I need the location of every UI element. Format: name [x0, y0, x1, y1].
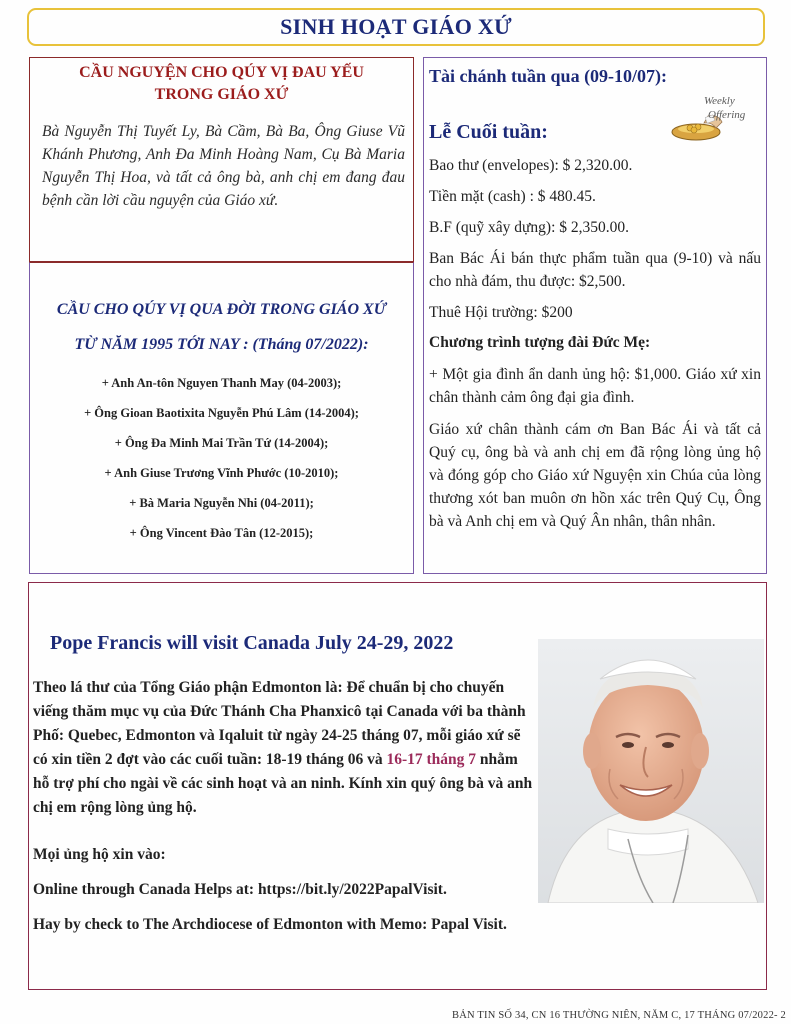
sick-title-line1: CẦU NGUYỆN CHO QÚY VỊ ĐAU YẾU [79, 64, 364, 81]
sick-title-line2: TRONG GIÁO XỨ [154, 86, 289, 103]
charity-line: Ban Bác Ái bán thực phẩm tuần qua (9-10) và nấu cho nhà đám, thu được: $2,500. [429, 250, 761, 290]
pope-body-text: Theo lá thư của Tổng Giáo phận Edmonton là: Để chuẩn bị cho chuyến viếng thăm mục vụ của Đức Thánh Cha Phanxicô tại Canada với ba thành Phố: Quebec, Edmonton và Iqaluit từ ngày 24-25 tháng 07, mỗi giáo xứ sẽ có xin tiền 2 đợt vào các cuối tuần: 18-19 tháng 06 và [33, 679, 526, 768]
pope-photo [538, 639, 764, 903]
online-donation-link[interactable]: Online through Canada Helps at: https://bit.ly/2022PapalVisit. [33, 881, 447, 898]
list-item: + Anh Giuse Trương Vĩnh Phước (10-2010); [104, 466, 339, 480]
list-item: + Anh An-tôn Nguyen Thanh May (04-2003); [101, 376, 342, 390]
weekly-offering-icon [664, 92, 746, 148]
thanks-paragraph: Giáo xứ chân thành cám ơn Ban Bác Ái và tất cả Quý cụ, ông bà và anh chị em đã rộng lòng ủng hộ và đóng góp cho Giáo xứ Nguyện xin Chúa của lòng thương xót ban muôn ơn hồn xác trên Quý Cụ, Ông bà và Anh chị em và Quý Ân nhân, thân nhân. [429, 421, 761, 530]
page-header [27, 8, 765, 46]
svg-text:Offering: Offering [708, 109, 746, 121]
envelopes-line: Bao thư (envelopes): $ 2,320.00. [429, 157, 633, 174]
deceased-title: CẦU CHO QÚY VỊ QUA ĐỜI TRONG GIÁO XỨ [56, 301, 387, 318]
pope-visit-title: Pope Francis will visit Canada July 24-29, 2022 [50, 632, 454, 654]
list-item: + Bà Maria Nguyễn Nhi (04-2011); [129, 496, 314, 510]
cash-line: Tiền mặt (cash) : $ 480.45. [429, 188, 596, 205]
page-title: SINH HOẠT GIÁO XỨ [280, 14, 512, 39]
list-item: + Ông Vincent Đào Tân (12-2015); [129, 526, 314, 540]
hall-rental-line: Thuê Hội trường: $200 [429, 304, 573, 321]
cheque-donation-line: Hay by check to The Archdiocese of Edmonton with Memo: Papal Visit. [33, 916, 507, 933]
deceased-section [29, 262, 414, 574]
sick-prayer-title [30, 62, 413, 106]
sick-prayer-list: Bà Nguyễn Thị Tuyết Ly, Bà Cầm, Bà Ba, Ông Giuse Vũ Khánh Phương, Anh Đa Minh Hoàng Nam, Cụ Bà Maria Nguyễn Thị Hoa, và tất cả ông bà, anh chị em đang đau bệnh cần lời cầu nguyện của Giáo xứ. [42, 123, 405, 209]
sick-prayer-section [29, 57, 414, 262]
weekend-title: Lễ Cuối tuần: [429, 121, 548, 143]
statue-title: Chương trình tượng đài Đức Mẹ: [429, 334, 651, 351]
list-item: + Ông Đa Minh Mai Trần Tứ (14-2004); [114, 436, 329, 450]
footer-issue-info: BẢN TIN SỐ 34, CN 16 THƯỜNG NIÊN, NĂM C, 17 THÁNG 07/2022- 2 [452, 1010, 786, 1021]
svg-text:Weekly: Weekly [704, 95, 735, 107]
finance-title: Tài chánh tuần qua (09-10/07): [429, 66, 668, 86]
donate-intro: Mọi ủng hộ xin vào: [33, 846, 166, 863]
pope-body-highlight: 16-17 tháng 7 [386, 751, 477, 768]
pope-visit-body [33, 676, 533, 820]
deceased-subtitle: TỪ NĂM 1995 TỚI NAY : (Tháng 07/2022): [74, 336, 369, 353]
building-fund-line: B.F (quỹ xây dựng): $ 2,350.00. [429, 219, 629, 236]
deceased-list [30, 368, 413, 548]
pope-body-text-end: nhằm hỗ trợ phí cho ngài về các sinh hoạt và an ninh. Kính xin quý ông bà và anh chị em rộng lòng ủng hộ. [33, 751, 533, 816]
statue-donation: + Một gia đình ẩn danh ủng hộ: $1,000. Giáo xứ xin chân thành cảm ông đại gia đình. [429, 366, 761, 406]
list-item: + Ông Gioan Baotixita Nguyễn Phú Lâm (14-2004); [84, 406, 359, 420]
